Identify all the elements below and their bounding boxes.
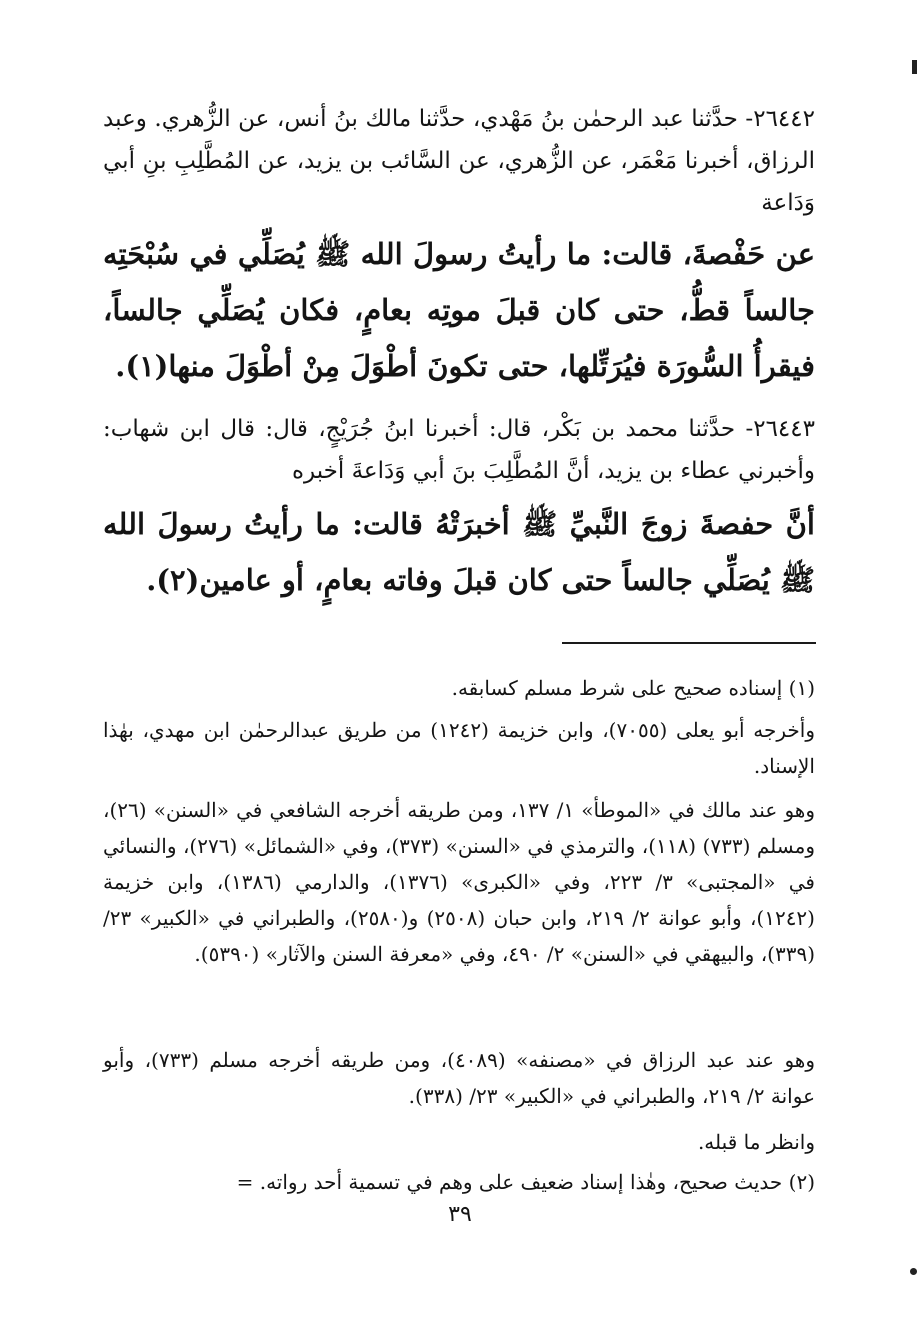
footnote-1-takhrij: وأخرجه أبو يعلى (٧٠٥٥)، وابن خزيمة (١٢٤٢) من طريق عبدالرحمٰن ابن مهدي، بهٰذا الإسناد. <box>103 718 815 778</box>
scan-edge-mark <box>912 60 917 74</box>
footnote-1-malik: وهو عند مالك في «الموطأ» ١/ ١٣٧، ومن طريقه أخرجه الشافعي في «السنن» (٢٦)، ومسلم (٧٣٣) (١١٨)، والترمذي في «السنن» (٣٧٣)، وفي «الشمائل» (٢٧٦)، والنسائي في «المجتبى» ٣/ ٢٢٣، وفي «الكبرى» (١٣٧٦)، والدارمي (١٣٨٦)، وابن خزيمة (١٢٤٢)، وأبو عوانة ٢/ ٢١٩، وابن حبان (٢٥٠٨) و(٢٥٨٠)، والطبراني في «الكبير» ٢٣/ (٣٣٩)، والبيهقي في «السنن» ٢/ ٤٩٠، وفي «معرفة السنن والآثار» (٥٣٩٠). <box>103 798 815 966</box>
page-number: ٣٩ <box>448 1202 472 1227</box>
hadith-26442-matn: عن حَفْصةَ، قالت: ما رأيتُ رسولَ الله ﷺ يُصَلِّي في سُبْحَتِه جالساً قطُّ، حتى كان قبلَ موتِه بعامٍ، فكان يُصَلِّي جالساً، فيقرأُ السُّورَة فيُرَتِّلها، حتى تكونَ أطْوَلَ مِنْ أطْوَلَ منها(١). <box>103 237 815 383</box>
footnote-separator <box>562 642 816 644</box>
footnote-1-see-previous: وانظر ما قبله. <box>697 1130 815 1154</box>
scan-edge-dot <box>910 1268 917 1275</box>
hadith-26443-isnad: ٢٦٤٤٣- حدَّثنا محمد بن بَكْر، قال: أخبرنا ابنُ جُرَيْجٍ، قال: قال ابن شهاب: وأخبرني عطاء بن يزيد، أنَّ المُطَّلِبَ بنَ أبي وَدَاعةَ أخبره <box>103 416 815 484</box>
footnote-1: (١) إسناده صحيح على شرط مسلم كسابقه. <box>451 676 815 700</box>
hadith-26442-isnad: ٢٦٤٤٢- حدَّثنا عبد الرحمٰن بنُ مَهْدي، حدَّثنا مالك بنُ أنس، عن الزُّهري. وعبد الرزاق، أخبرنا مَعْمَر، عن الزُّهري، عن السَّائب بن يزيد، عن المُطَّلِبِ بنِ أبي وَدَاعة <box>103 106 815 216</box>
footnote-1-abdrazzaq: وهو عند عبد الرزاق في «مصنفه» (٤٠٨٩)، ومن طريقه أخرجه مسلم (٧٣٣)، وأبو عوانة ٢/ ٢١٩، والطبراني في «الكبير» ٢٣/ (٣٣٨). <box>103 1048 815 1108</box>
hadith-26443-matn: أنَّ حفصةَ زوجَ النَّبيِّ ﷺ أخبرَتْهُ قالت: ما رأيتُ رسولَ الله ﷺ يُصَلِّي جالساً حتى كان قبلَ وفاته بعامٍ، أو عامين(٢). <box>103 507 815 597</box>
footnote-2: (٢) حديث صحيح، وهٰذا إسناد ضعيف على وهم في تسمية أحد رواته. = <box>236 1170 815 1194</box>
